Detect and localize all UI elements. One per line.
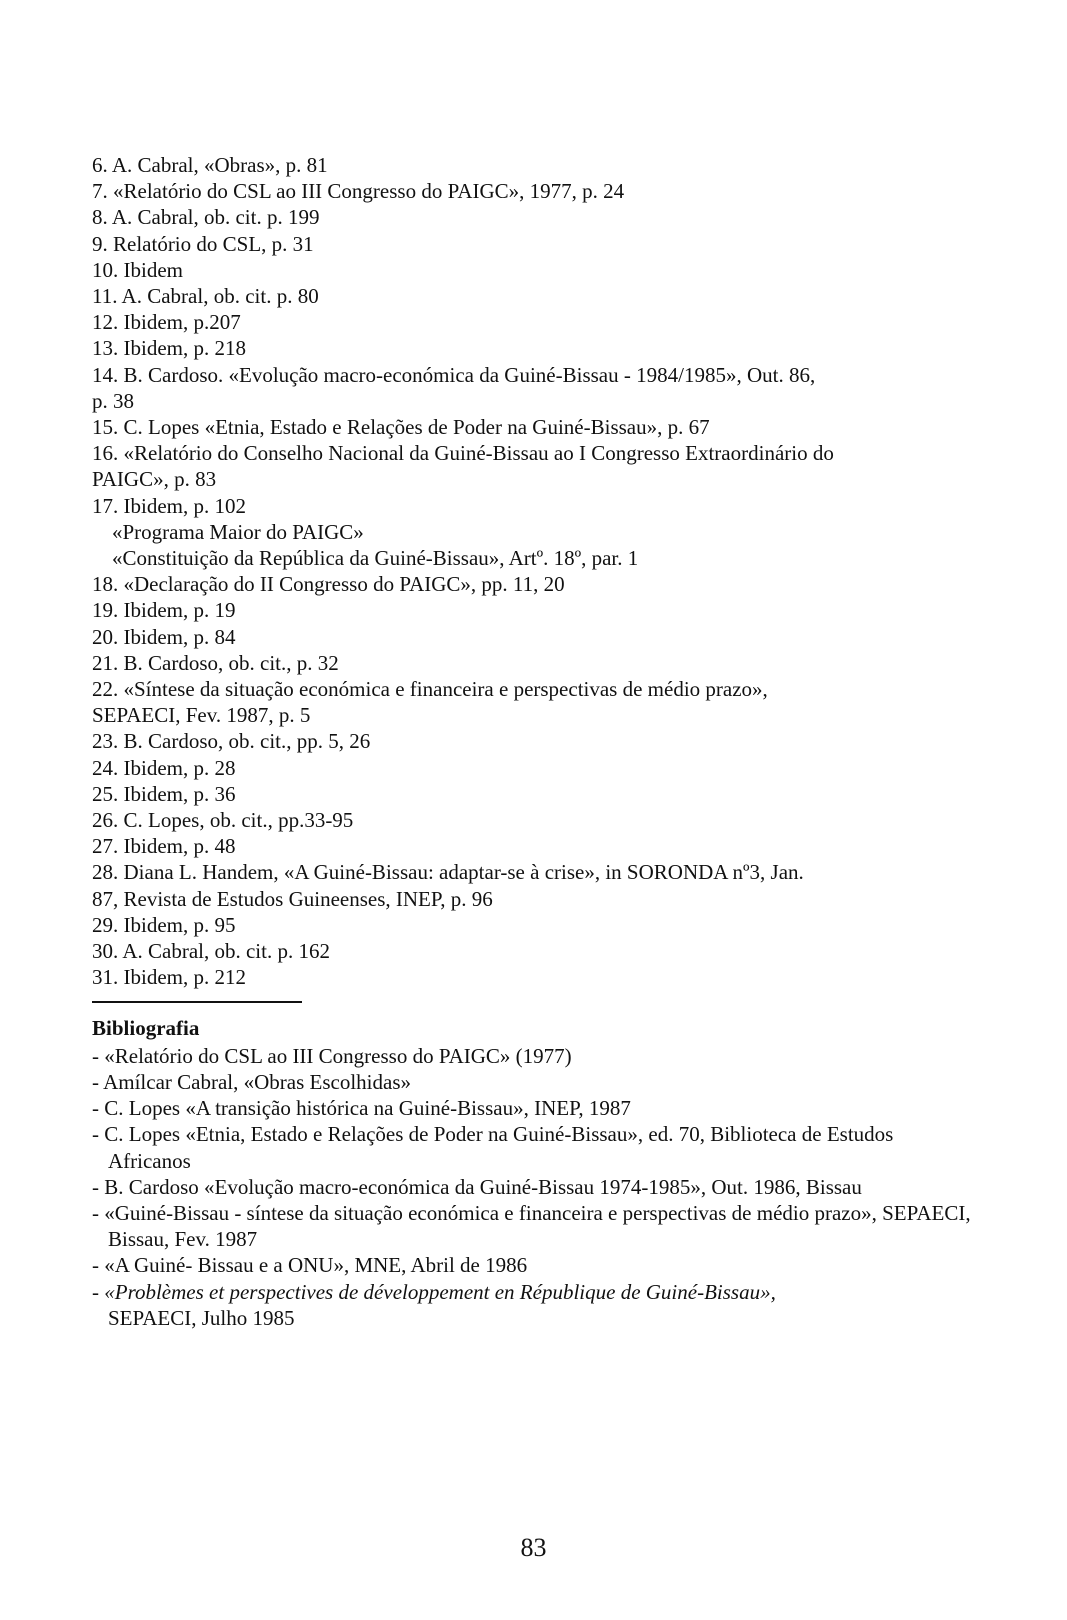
bibliography-item: - «Relatório do CSL ao III Congresso do PAIGC» (1977): [92, 1043, 572, 1068]
endnote-line: PAIGC», p. 83: [92, 467, 217, 492]
endnote-line: 25. Ibidem, p. 36: [92, 781, 236, 806]
endnote-line: 11. A. Cabral, ob. cit. p. 80: [92, 284, 319, 309]
endnote-line: 19. Ibidem, p. 19: [92, 598, 236, 623]
endnote-line: 28. Diana L. Handem, «A Guiné-Bissau: adaptar-se à crise», in SORONDA nº3, Jan.: [92, 860, 804, 885]
endnote-line: 26. C. Lopes, ob. cit., pp.33-95: [92, 808, 354, 833]
endnote-line: 8. A. Cabral, ob. cit. p. 199: [92, 205, 320, 230]
endnote-line: 14. B. Cardoso. «Evolução macro-económica da Guiné-Bissau - 1984/1985», Out. 86,: [92, 362, 816, 387]
endnotes: [92, 152, 972, 991]
endnote-line: 7. «Relatório do CSL ao III Congresso do PAIGC», 1977, p. 24: [92, 179, 625, 204]
endnote-line: SEPAECI, Fev. 1987, p. 5: [92, 703, 311, 728]
endnote-line: p. 38: [92, 388, 134, 413]
bibliography-item-italic-title: «Problèmes et perspectives de développement en République de Guiné-Bissau»,: [104, 1279, 776, 1304]
endnote-line: 22. «Síntese da situação económica e financeira e perspectivas de médio prazo»,: [92, 677, 768, 702]
endnote-line: 20. Ibidem, p. 84: [92, 624, 236, 649]
bibliography-item-prefix: -: [92, 1279, 105, 1304]
endnote-line: 30. A. Cabral, ob. cit. p. 162: [92, 939, 330, 964]
bibliography-title: Bibliografia: [92, 1015, 200, 1040]
bibliography-item: - C. Lopes «A transição histórica na Guiné-Bissau», INEP, 1987: [92, 1096, 631, 1121]
endnote-line: 15. C. Lopes «Etnia, Estado e Relações de Poder na Guiné-Bissau», p. 67: [92, 415, 710, 440]
endnote-line: 10. Ibidem: [92, 257, 183, 282]
endnote-line: 12. Ibidem, p.207: [92, 310, 241, 335]
endnote-line: 17. Ibidem, p. 102: [92, 493, 246, 518]
bibliography-item: - «Guiné-Bissau - síntese da situação económica e financeira e perspectivas de médio prazo», SEPAECI, Bissau, Fev. 1987: [92, 1200, 971, 1252]
endnote-line: 23. B. Cardoso, ob. cit., pp. 5, 26: [92, 729, 371, 754]
endnote-line: 13. Ibidem, p. 218: [92, 336, 246, 361]
endnote-subline: «Constituição da República da Guiné-Bissau», Artº. 18º, par. 1: [112, 546, 639, 571]
endnote-line: 21. B. Cardoso, ob. cit., p. 32: [92, 650, 339, 675]
bibliography-item: - B. Cardoso «Evolução macro-económica da Guiné-Bissau 1974-1985», Out. 1986, Bissau: [92, 1174, 862, 1199]
section-divider: [92, 1001, 302, 1003]
endnote-subline: «Programa Maior do PAIGC»: [112, 519, 364, 544]
bibliography-item-rest: SEPAECI, Julho 1985: [108, 1305, 295, 1330]
endnote-line: 9. Relatório do CSL, p. 31: [92, 231, 314, 256]
endnote-line: 87, Revista de Estudos Guineenses, INEP, p. 96: [92, 886, 493, 911]
endnote-line: 6. A. Cabral, «Obras», p. 81: [92, 153, 328, 177]
endnote-line: 31. Ibidem, p. 212: [92, 965, 246, 990]
endnote-line: 18. «Declaração do II Congresso do PAIGC», pp. 11, 20: [92, 572, 565, 597]
bibliography-item: - «A Guiné- Bissau e a ONU», MNE, Abril de 1986: [92, 1253, 528, 1278]
page-number: 83: [520, 1533, 547, 1562]
endnote-line: 16. «Relatório do Conselho Nacional da Guiné-Bissau ao I Congresso Extraordinário do: [92, 441, 834, 466]
bibliography-item: - C. Lopes «Etnia, Estado e Relações de Poder na Guiné-Bissau», ed. 70, Biblioteca de Estudos Africanos: [92, 1122, 894, 1173]
bibliography-item: - Amílcar Cabral, «Obras Escolhidas»: [92, 1069, 411, 1094]
bibliography: [92, 1015, 972, 1331]
endnote-line: 29. Ibidem, p. 95: [92, 912, 236, 937]
bibliography-item-last: [92, 1279, 972, 1331]
endnote-line: 27. Ibidem, p. 48: [92, 834, 236, 859]
endnote-line: 24. Ibidem, p. 28: [92, 755, 236, 780]
document-page: [92, 152, 972, 1331]
